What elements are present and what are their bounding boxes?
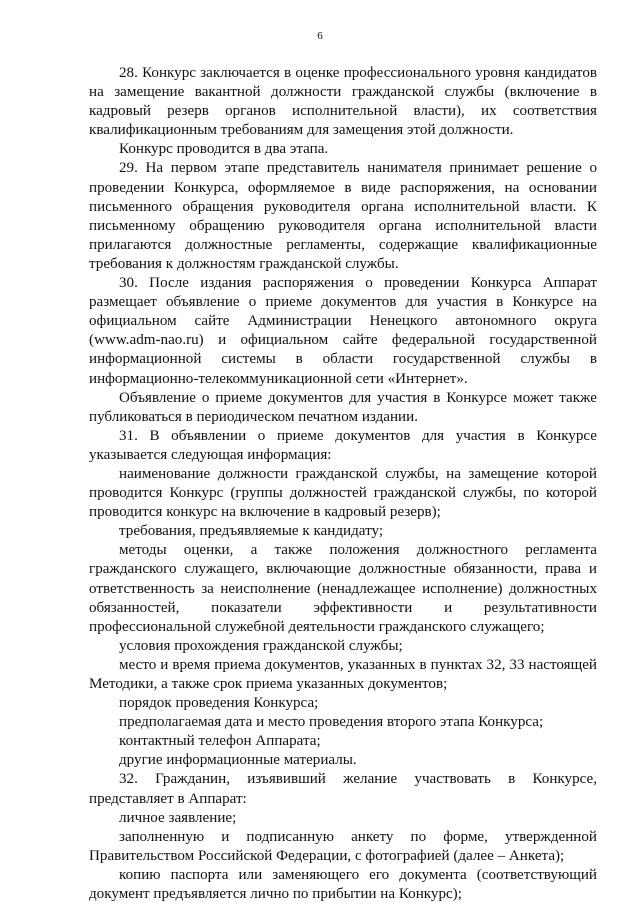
list-item: порядок проведения Конкурса; [119,695,319,712]
list-item: условия прохождения гражданской службы; [119,637,403,654]
list-item: копию паспорта или заменяющего его документа (соответствующий документ предъявляется лично по прибытии на Конкурс); [89,866,597,903]
paragraph: 32. Гражданин, изъявивший желание участвовать в Конкурсе, представляет в Аппарат: [89,771,597,807]
page-number: 6 [317,30,323,42]
paragraph: 28. Конкурс заключается в оценке профессионального уровня кандидатов на замещение вакантной должности гражданской службы (включение в кадровый резерв органов исполнительной власти), их соответствия квалификационным требованиям для замещения этой должности. [89,65,597,139]
list-item: личное заявление; [119,809,237,826]
paragraph: 31. В объявлении о приеме документов для участия в Конкурсе указывается следующая информация: [89,427,597,463]
list-item: наименование должности гражданской службы, на замещение которой проводится Конкурс (группы должностей гражданской службы, по которой проводится конкурс на включение в кадровый резерв); [89,465,597,521]
paragraph: Объявление о приеме документов для участия в Конкурсе может также публиковаться в периодическом печатном издании. [89,389,597,425]
list-item: заполненную и подписанную анкету по форме, утвержденной Правительством Российской Федерации, с фотографией (далее – Анкета); [89,828,597,864]
list-item: другие информационные материалы. [119,752,357,769]
list-item: требования, предъявляемые к кандидату; [119,523,384,540]
paragraph: 29. На первом этапе представитель нанимателя принимает решение о проведении Конкурса, оформляемое в виде распоряжения, на основании письменного обращения руководителя органа исполнительной власти. К письменному обращению руководителя органа исполнительной власти прилагаются должностные регламенты, содержащие квалификационные требования к должностям гражданской службы. [89,160,597,272]
paragraph: 30. После издания распоряжения о проведении Конкурса Аппарат размещает объявление о приеме документов для участия в Конкурсе на официальном сайте Администрации Ненецкого автономного округа (www.adm-nao.ru) и официальном сайте федеральной государственной информационной системы в области государственной службы в информационно-телекоммуникационной сети «Интернет». [89,275,597,387]
list-item: предполагаемая дата и место проведения второго этапа Конкурса; [119,714,544,731]
list-item: место и время приема документов, указанных в пунктах 32, 33 настоящей Методики, а также срок приема указанных документов; [89,656,597,692]
list-item: контактный телефон Аппарата; [119,733,321,750]
list-item: методы оценки, а также положения должностного регламента гражданского служащего, включающие должностные обязанности, права и ответственность за неисполнение (ненадлежащее исполнение) должностных обязанностей, показатели эффективности и результативности профессиональной служебной деятельности гражданского служащего; [89,542,597,635]
document-body [89,64,597,904]
paragraph: Конкурс проводится в два этапа. [119,141,329,158]
